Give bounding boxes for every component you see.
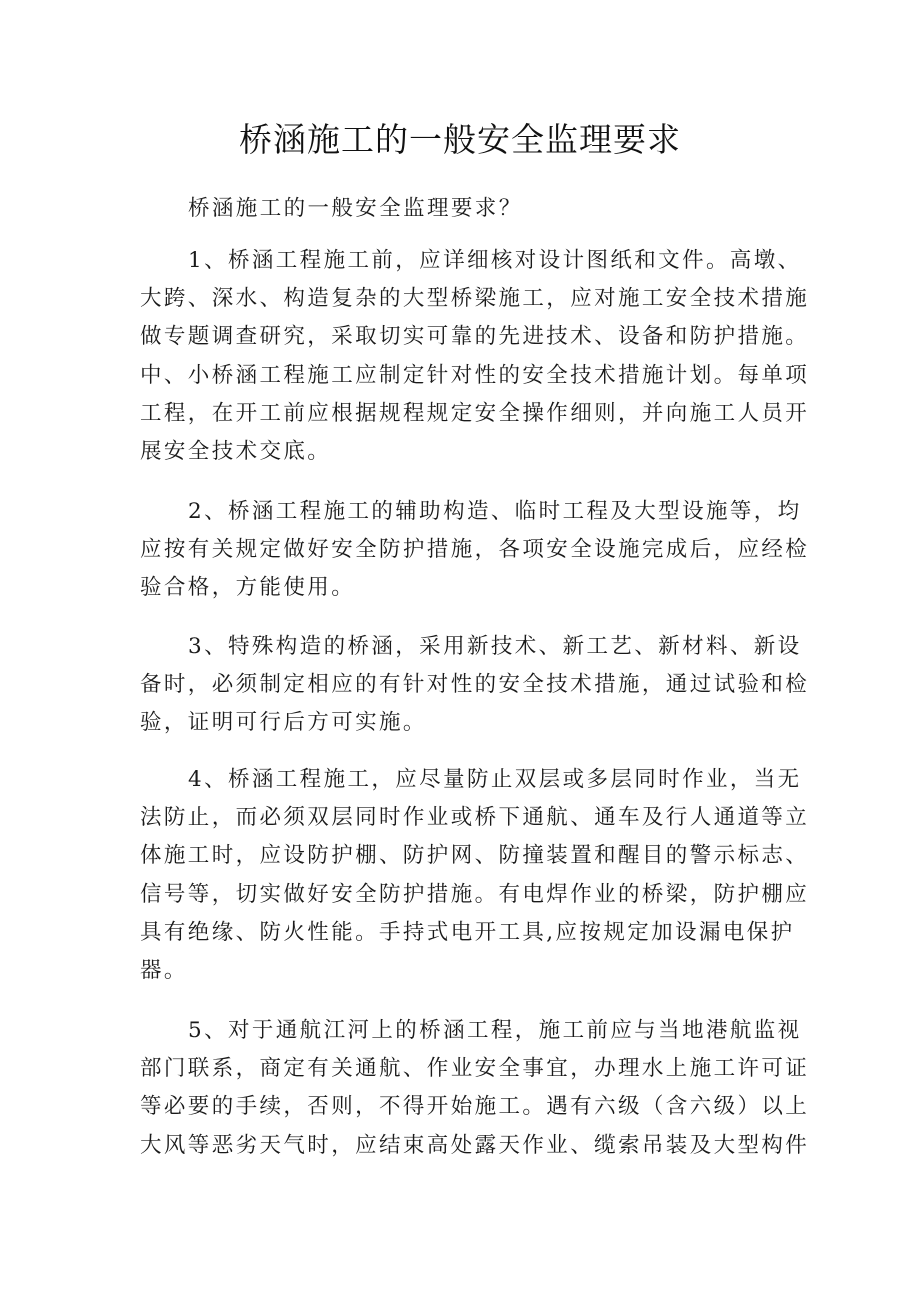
paragraph-line: 2、桥涵工程施工的辅助构造、临时工程及大型设施等，均	[188, 499, 802, 524]
paragraph-line: 中、小桥涵工程施工应制定针对性的安全技术措施计划。每单项	[140, 362, 810, 388]
paragraph-line: 展安全技术交底。	[140, 439, 332, 465]
paragraph-line: 备时，必须制定相应的有针对性的安全技术措施，通过试验和检	[140, 672, 810, 698]
paragraph-line: 5、对于通航江河上的桥涵工程，施工前应与当地港航监视	[188, 1018, 802, 1043]
paragraph-line: 工程，在开工前应根据规程规定安全操作细则，并向施工人员开	[140, 400, 810, 426]
paragraph-item-5	[140, 1012, 810, 1165]
paragraph-line: 部门联系，商定有关通航、作业安全事宜，办理水上施工许可证	[140, 1056, 810, 1082]
paragraph-line: 具有绝缘、防火性能。手持式电开工具,应按规定加设漏电保护	[140, 919, 795, 945]
paragraph-line: 法防止，而必须双层同时作业或桥下通航、通车及行人通道等立	[140, 805, 810, 831]
paragraph-line: 1、桥涵工程施工前，应详细核对设计图纸和文件。高墩、	[188, 248, 802, 273]
document-title: 桥涵施工的一般安全监理要求	[239, 120, 681, 159]
paragraph-item-1	[140, 242, 810, 471]
paragraph-line: 体施工时，应设防护棚、防护网、防撞装置和醒目的警示标志、	[140, 843, 810, 869]
paragraph-line: 做专题调查研究，采取切实可靠的先进技术、设备和防护措施。	[140, 324, 810, 350]
paragraph-item-4	[140, 761, 810, 990]
paragraph-item-3	[140, 628, 810, 743]
paragraph-line: 应按有关规定做好安全防护措施，各项安全设施完成后，应经检	[140, 537, 810, 563]
paragraph-line: 大风等恶劣天气时，应结束高处露天作业、缆索吊装及大型构件	[140, 1132, 810, 1158]
paragraph-question	[140, 190, 790, 228]
paragraph-line: 桥涵施工的一般安全监理要求？	[188, 196, 523, 221]
paragraph-line: 3、特殊构造的桥涵，采用新技术、新工艺、新材料、新设	[188, 634, 802, 659]
paragraph-item-2	[140, 493, 810, 608]
paragraph-line: 验，证明可行后方可实施。	[140, 710, 427, 736]
paragraph-line: 器。	[140, 958, 188, 984]
paragraph-line: 4、桥涵工程施工，应尽量防止双层或多层同时作业，当无	[188, 767, 802, 792]
paragraph-line: 大跨、深水、构造复杂的大型桥梁施工，应对施工安全技术措施	[140, 286, 810, 312]
paragraph-line: 等必要的手续，否则，不得开始施工。遇有六级（含六级）以上	[140, 1094, 810, 1120]
paragraph-line: 信号等，切实做好安全防护措施。有电焊作业的桥梁，防护棚应	[140, 881, 810, 907]
paragraph-line: 验合格，方能使用。	[140, 575, 356, 601]
